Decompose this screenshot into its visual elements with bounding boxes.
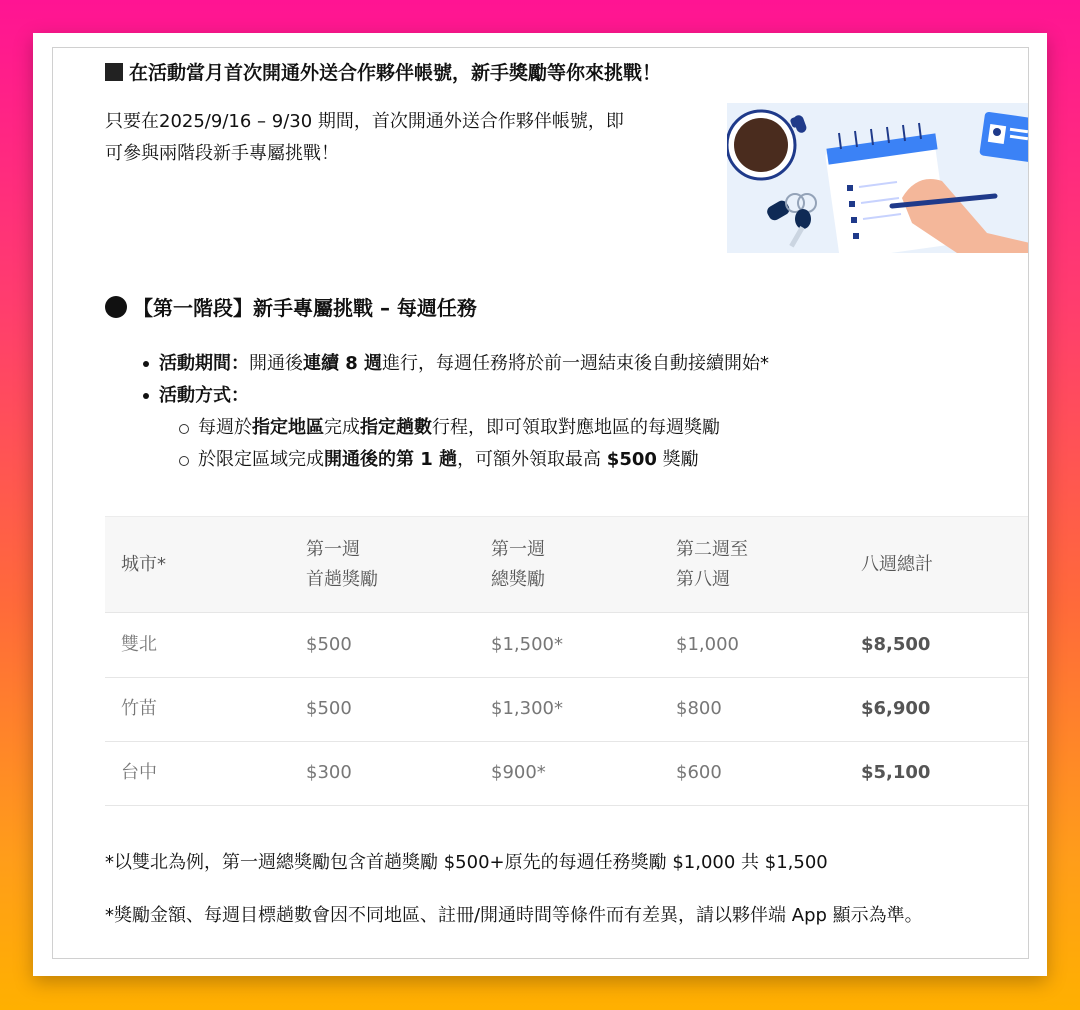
footnote-example: *以雙北為例，第一週總獎勵包含首趟獎勵 $500+原先的每週任務獎勵 $1,000 共 $1,500 bbox=[105, 852, 828, 873]
table-row bbox=[105, 612, 1029, 677]
header-week2-8: 第二週至 第八週 bbox=[676, 538, 748, 590]
sublist-item-first-trip bbox=[179, 444, 1023, 476]
black-square-icon bbox=[105, 63, 123, 81]
intro-line-2: 可參與兩階段新手專屬挑戰！ bbox=[105, 143, 339, 164]
table-row bbox=[105, 741, 1029, 806]
headline-text: 在活動當月首次開通外送合作夥伴帳號，新手獎勵等你來挑戰！ bbox=[129, 62, 662, 84]
weekly-region: 指定地區 bbox=[252, 417, 324, 438]
first-trip-label: 開通後的第 1 趟 bbox=[324, 449, 458, 470]
cell-total: $8,500 bbox=[861, 633, 931, 655]
cell-week1-total: $1,300* bbox=[491, 698, 563, 720]
cell-city: 雙北 bbox=[121, 633, 157, 655]
period-label: 活動期間： bbox=[159, 353, 249, 374]
section-title-text: 【第一階段】新手專屬挑戰 – 每週任務 bbox=[133, 296, 477, 320]
list-item-period bbox=[143, 348, 1023, 380]
first-trip-text-3: 獎勵 bbox=[656, 449, 699, 470]
weekly-text-2: 完成 bbox=[324, 417, 360, 438]
cell-city: 竹苗 bbox=[121, 698, 157, 720]
cell-first-trip: $300 bbox=[306, 762, 352, 784]
method-sublist bbox=[143, 412, 1023, 476]
first-trip-text-1: 於限定區域完成 bbox=[198, 449, 324, 470]
cell-week2-8: $1,000 bbox=[676, 633, 739, 655]
reward-table bbox=[105, 516, 1029, 806]
cell-week1-total: $900* bbox=[491, 762, 546, 784]
article-frame bbox=[52, 47, 1029, 959]
header-week1-first-trip: 第一週 首趟獎勵 bbox=[306, 538, 378, 590]
table-header-row bbox=[105, 516, 1029, 612]
cell-total: $5,100 bbox=[861, 762, 931, 784]
weekly-text-3: 行程，即可領取對應地區的每週獎勵 bbox=[432, 417, 720, 438]
section-title bbox=[105, 292, 477, 321]
table-row bbox=[105, 677, 1029, 742]
period-text-1: 開通後 bbox=[249, 353, 303, 374]
period-duration: 連續 8 週 bbox=[303, 353, 383, 374]
header-city: 城市* bbox=[121, 553, 166, 575]
cell-first-trip: $500 bbox=[306, 633, 352, 655]
first-trip-text-2: ，可額外領取最高 bbox=[457, 449, 607, 470]
article-card bbox=[33, 33, 1047, 976]
black-circle-icon bbox=[105, 296, 127, 318]
first-trip-amount: $500 bbox=[606, 449, 657, 470]
illustration-svg bbox=[727, 103, 1029, 253]
weekly-text-1: 每週於 bbox=[198, 417, 252, 438]
signup-illustration bbox=[727, 103, 1029, 253]
header-week1-total: 第一週 總獎勵 bbox=[491, 538, 545, 590]
weekly-trips: 指定趟數 bbox=[360, 417, 432, 438]
footnote-disclaimer: *獎勵金額、每週目標趟數會因不同地區、註冊/開通時間等條件而有差異，請以夥伴端 App 顯示為準。 bbox=[105, 905, 923, 926]
cell-week2-8: $600 bbox=[676, 762, 722, 784]
cell-city: 台中 bbox=[121, 762, 157, 784]
cell-week1-total: $1,500* bbox=[491, 633, 563, 655]
activity-details-list bbox=[143, 348, 1023, 476]
method-label: 活動方式： bbox=[159, 385, 249, 406]
id-card-icon bbox=[979, 111, 1029, 162]
cell-week2-8: $800 bbox=[676, 698, 722, 720]
headline bbox=[105, 58, 661, 85]
cell-total: $6,900 bbox=[861, 698, 931, 720]
list-item-method bbox=[143, 380, 1023, 412]
cell-first-trip: $500 bbox=[306, 698, 352, 720]
intro-line-1: 只要在2025/9/16 – 9/30 期間，首次開通外送合作夥伴帳號，即 bbox=[105, 111, 624, 132]
intro-paragraph bbox=[105, 106, 715, 170]
period-text-2: 進行，每週任務將於前一週結束後自動接續開始* bbox=[382, 353, 770, 374]
header-eight-week-total: 八週總計 bbox=[861, 553, 933, 575]
sublist-item-weekly bbox=[179, 412, 1023, 444]
